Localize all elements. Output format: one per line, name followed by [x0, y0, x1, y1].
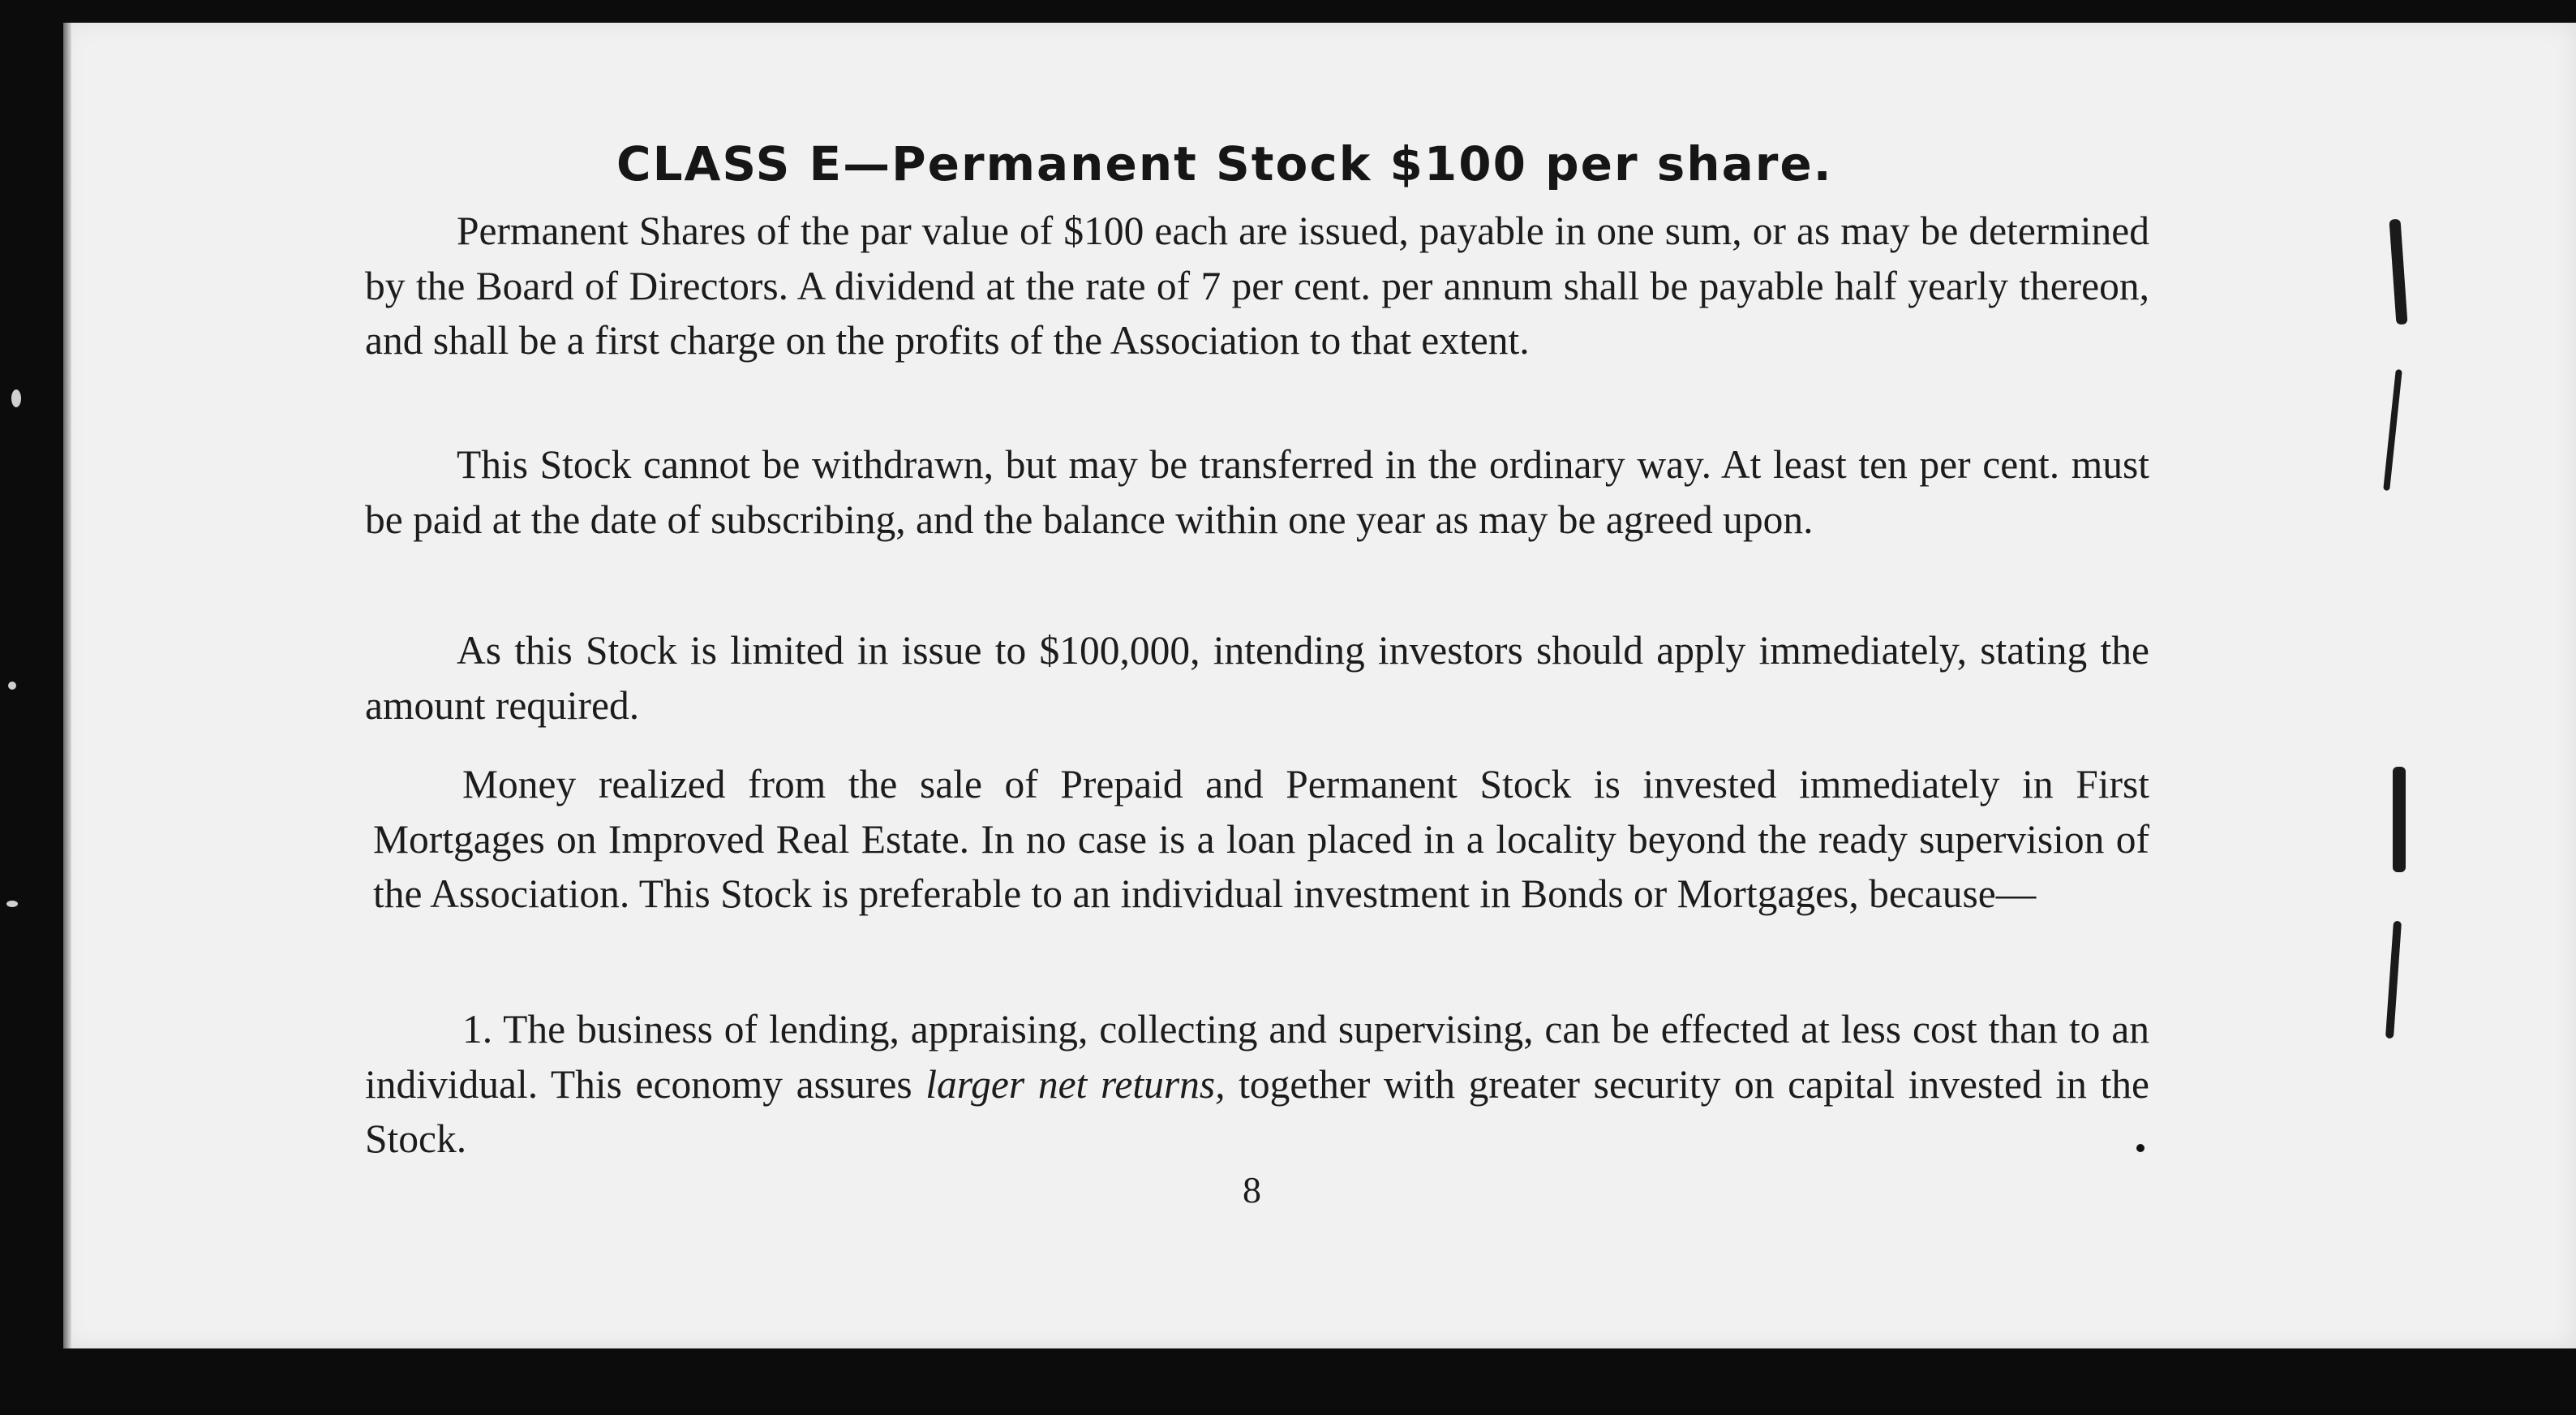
scan-speck — [11, 389, 21, 407]
item-1-emphasis: larger net returns, — [925, 1061, 1226, 1107]
page-number: 8 — [1243, 1169, 1261, 1211]
paragraph-item-1 — [365, 1002, 2149, 1167]
scan-speck — [8, 682, 16, 690]
item-1-text-end: together with greater security on capital invested in the Stock. — [365, 1061, 2149, 1161]
item-1-text-start: 1. The business of lending, appraising, collecting and supervising, can be effected at less cost than to an individual. This economy assures — [365, 1007, 2149, 1107]
scan-speck — [6, 901, 18, 907]
binding-mark — [2393, 767, 2406, 872]
page-title: CLASS E—Permanent Stock $100 per share. — [616, 136, 1833, 191]
ink-dot — [2136, 1144, 2145, 1152]
paragraph-money-realized: Money realized from the sale of Prepaid and Permanent Stock is invested immediately in First Mortgages on Improved Real Estate. In no case is a loan placed in a locality beyond the ready supervision of the Association. This Stock is preferable to an individual investment in Bonds or Mortgages, because— — [373, 762, 2149, 916]
paragraph-permanent-shares: Permanent Shares of the par value of $100 each are issued, payable in one sum, or as may be determined by the Board of Directors. A dividend at the rate of 7 per cent. per annum shall be payable half yearly thereon, and shall be a first charge on the profits of the Association to that extent. — [365, 209, 2149, 363]
page-edge — [63, 23, 71, 1348]
paragraph-limited-issue: As this Stock is limited in issue to $100,000, intending investors should apply immediately, stating the amount required. — [365, 628, 2149, 728]
paragraph-transfer: This Stock cannot be withdrawn, but may be transferred in the ordinary way. At least ten per cent. must be paid at the date of subscribing, and the balance within one year as may be agreed upon. — [365, 442, 2149, 542]
